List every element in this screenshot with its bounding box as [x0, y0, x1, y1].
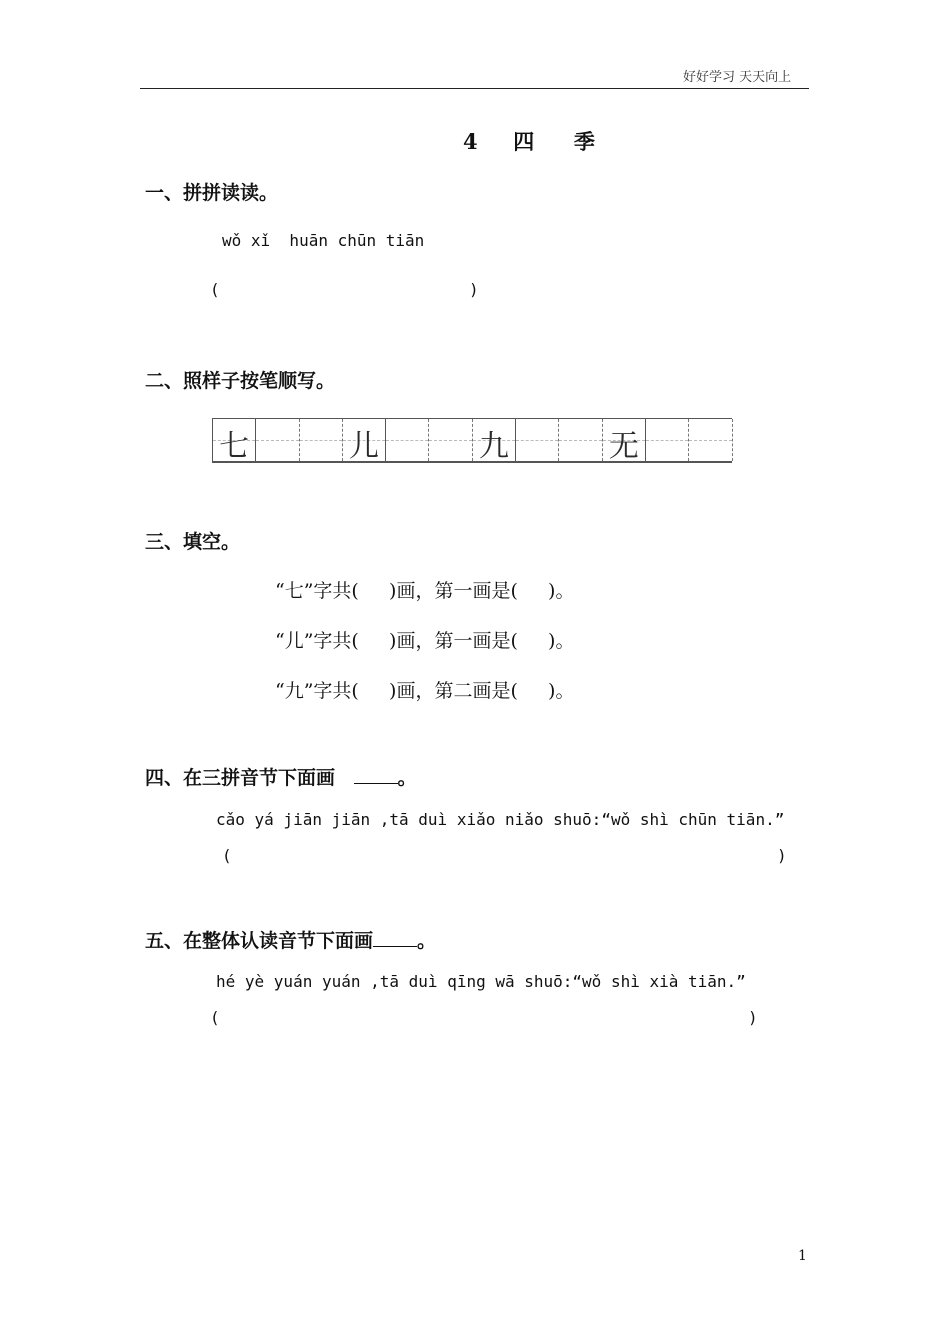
section-4-heading-text: 四、在三拼音节下面画	[145, 767, 336, 789]
writing-cell-example	[473, 419, 516, 464]
writing-cell-example	[213, 419, 256, 464]
writing-cell[interactable]	[516, 419, 559, 461]
section-3-heading: 三、填空。	[145, 531, 241, 553]
fill-line-1: “七”字共( )画，第一画是( )。	[275, 580, 575, 602]
writing-cell[interactable]	[429, 419, 472, 461]
fill-line-2: “儿”字共( )画，第一画是( )。	[275, 630, 575, 652]
writing-cell-example	[343, 419, 386, 464]
section-1-paren-open: (	[210, 280, 220, 299]
underline-sample	[373, 930, 417, 947]
section-4-paren-close: )	[777, 846, 787, 865]
section-1-paren-close: )	[469, 280, 479, 299]
example-char-1: 七	[219, 429, 250, 464]
writing-cell[interactable]	[646, 419, 689, 461]
section-5-paren-close: )	[748, 1008, 758, 1027]
writing-cell-example	[603, 419, 646, 464]
section-5-heading	[145, 926, 436, 953]
example-char-2: 儿	[349, 429, 380, 464]
stroke-writing-grid	[212, 418, 732, 463]
underline-sample	[354, 767, 398, 784]
writing-cell[interactable]	[689, 419, 732, 461]
header-motto: 好好学习 天天向上	[683, 70, 792, 85]
header-rule	[140, 88, 809, 89]
section-5-heading-text: 五、在整体认读音节下面画	[145, 930, 374, 952]
section-5-paren-open: (	[210, 1008, 220, 1027]
fill-line-3: “九”字共( )画，第二画是( )。	[275, 680, 575, 702]
section-5-heading-end: 。	[417, 930, 437, 952]
section-4-heading-end: 。	[397, 767, 417, 789]
section-4-heading	[145, 763, 417, 790]
writing-cell[interactable]	[559, 419, 602, 461]
section-2-heading: 二、照样子按笔顺写。	[145, 370, 336, 392]
example-char-3: 九	[478, 429, 509, 464]
writing-cell[interactable]	[300, 419, 343, 461]
page-number: 1	[798, 1248, 807, 1264]
page-title	[463, 126, 596, 156]
section-5-pinyin: hé yè yuán yuán ,tā duì qīng wā shuō:“wǒ shì xià tiān.”	[216, 972, 746, 991]
lesson-title-char-1: 四	[513, 129, 536, 154]
writing-cell[interactable]	[256, 419, 299, 461]
writing-cell[interactable]	[386, 419, 429, 461]
example-char-4: 无	[608, 429, 639, 464]
lesson-title-char-2: 季	[573, 129, 596, 154]
section-1-heading: 一、拼拼读读。	[145, 182, 279, 204]
section-4-pinyin: cǎo yá jiān jiān ,tā duì xiǎo niǎo shuō:“wǒ shì chūn tiān.”	[216, 810, 785, 829]
lesson-number: 4	[463, 129, 479, 154]
section-4-paren-open: (	[222, 846, 232, 865]
section-1-pinyin: wǒ xǐ huān chūn tiān	[222, 231, 425, 250]
